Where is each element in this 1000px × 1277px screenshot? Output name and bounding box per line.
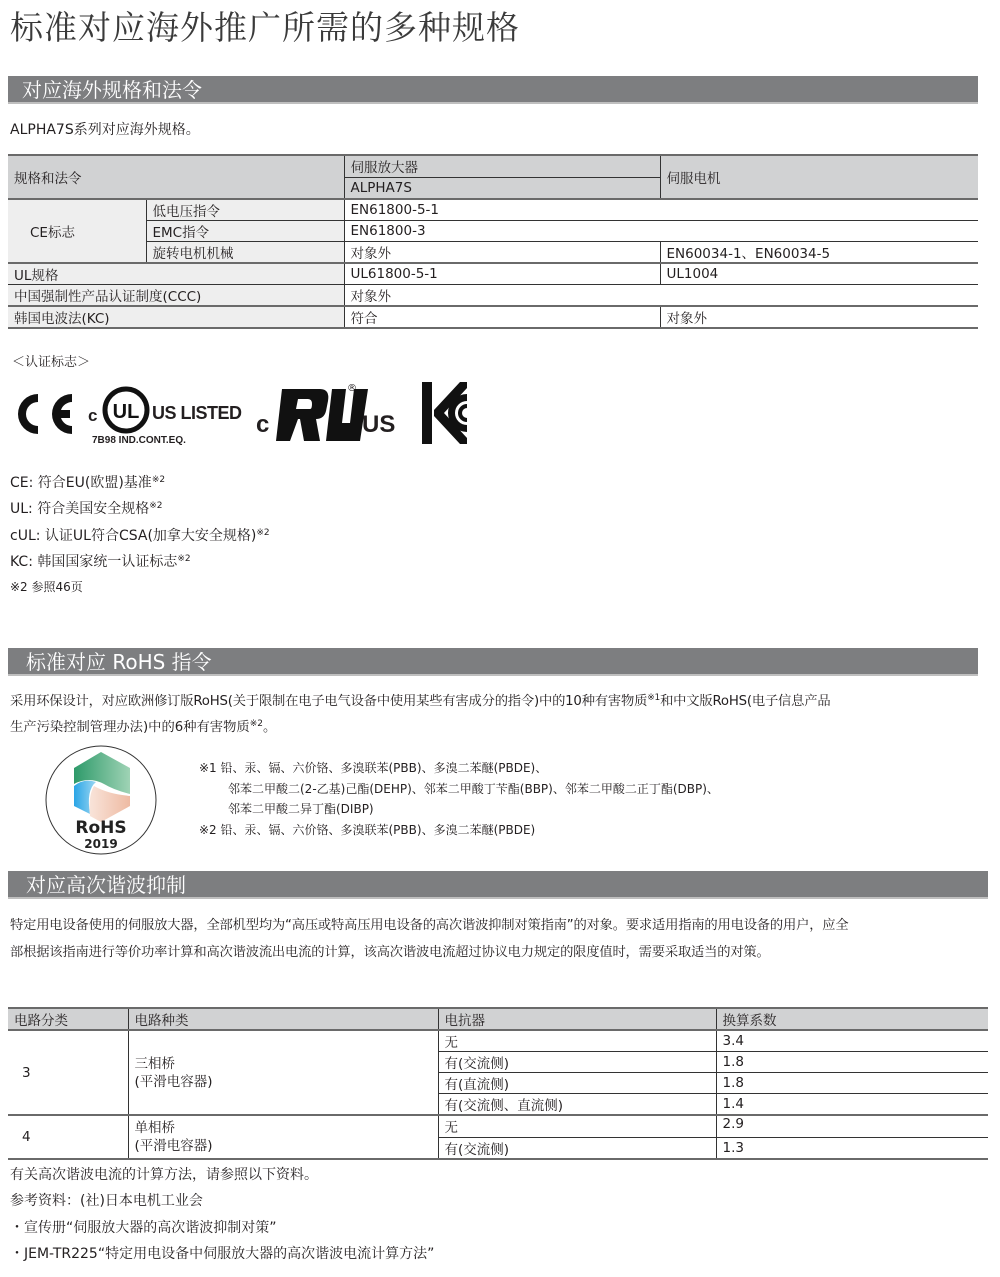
ul-label: UL规格 — [8, 263, 344, 285]
ce-mark-logo — [12, 391, 74, 437]
rohs-paragraph-line1 — [10, 690, 830, 709]
legend-cul-text: cUL: 认证UL符合CSA(加拿大安全规格) — [10, 528, 257, 544]
legend-note: ※2 — [149, 501, 163, 511]
table-row — [8, 242, 978, 264]
footnote-page-ref: ※2 参照46页 — [10, 580, 83, 594]
circuit-type-cell — [128, 1030, 438, 1115]
legend-ul-text: UL: 符合美国安全规格 — [10, 501, 150, 517]
rohs-note-1: ※1 铅、汞、镉、六价铬、多溴联苯(PBB)、多溴二苯醚(PBDE)、 — [199, 761, 548, 775]
rohs-text: 。 — [262, 720, 277, 735]
factor-cell: 1.4 — [716, 1094, 988, 1116]
rohs-text: 生产污染控制管理办法)中的6种有害物质 — [10, 720, 250, 735]
cru-us-text: US — [362, 411, 396, 438]
registered-mark: ® — [347, 383, 357, 394]
standards-table — [8, 154, 978, 329]
circuit-type-note: (平滑电容器) — [134, 1137, 213, 1154]
legend-ul — [10, 498, 163, 518]
kc-amp-value: 符合 — [344, 306, 660, 328]
circuit-type-note: (平滑电容器) — [134, 1073, 213, 1090]
reactor-cell: 有(直流侧) — [438, 1073, 716, 1094]
rohs-note-2: ※2 铅、汞、镉、六价铬、多溴联苯(PBB)、多溴二苯醚(PBDE) — [199, 823, 536, 837]
row-amp-value: EN61800-5-1 — [344, 199, 978, 221]
row-sub-label: 旋转电机机械 — [146, 242, 344, 264]
header-reactor: 电抗器 — [438, 1008, 716, 1030]
cert-caption: ＜认证标志＞ — [12, 355, 91, 370]
kc-label: 韩国电波法(KC) — [8, 306, 344, 328]
section-heading-rohs: 标准对应 RoHS 指令 — [8, 648, 978, 676]
section1-intro: ALPHA7S系列对应海外规格。 — [10, 122, 200, 138]
cul-listed-logo — [84, 382, 244, 452]
header-alpha7s: ALPHA7S — [344, 177, 660, 199]
rohs-2019-logo — [44, 744, 158, 856]
header-standards: 规格和法令 — [8, 155, 344, 199]
ul-circle-text: UL — [112, 401, 140, 423]
legend-cul — [10, 525, 270, 545]
factor-cell: 2.9 — [716, 1115, 988, 1137]
header-circuit-class: 电路分类 — [8, 1008, 128, 1030]
row-sub-label: 低电压指令 — [146, 199, 344, 221]
table-header-row — [8, 1008, 988, 1030]
us-listed-text: US LISTED — [152, 403, 242, 423]
circuit-class-cell: 3 — [8, 1030, 128, 1115]
rohs-text: 和中文版RoHS(电子信息产品 — [660, 694, 831, 709]
ind-cont-eq-text: 7B98 IND.CONT.EQ. — [92, 435, 186, 446]
refs-intro: 有关高次谐波电流的计算方法，请参照以下资料。 — [10, 1167, 318, 1183]
table-header-row — [8, 155, 978, 177]
refs-item: ・JEM-TR225“特定用电设备中伺服放大器的高次谐波电流计算方法” — [10, 1246, 435, 1262]
section-heading-harmonics: 对应高次谐波抑制 — [8, 871, 988, 899]
legend-ce — [10, 472, 165, 492]
rohs-logo-year: 2019 — [84, 837, 118, 851]
circuit-class-cell: 4 — [22, 1128, 31, 1145]
table-row — [8, 285, 978, 307]
rohs-note-1-cont: 邻苯二甲酸二(2-乙基)己酯(DEHP)、邻苯二甲酸丁苄酯(BBP)、邻苯二甲酸二正丁酯(DBP)、 — [228, 782, 719, 796]
cul-c-mark: c — [88, 406, 98, 425]
circuit-type-cell — [128, 1115, 438, 1159]
cru-c-mark: c — [256, 411, 270, 438]
kc-mark-logo — [420, 380, 468, 446]
rohs-note: ※2 — [249, 719, 263, 729]
kc-motor-value: 对象外 — [660, 306, 978, 328]
row-amp-value: 对象外 — [344, 242, 660, 264]
page-title: 标准对应海外推广所需的多种规格 — [10, 8, 520, 47]
legend-note: ※2 — [151, 475, 166, 485]
refs-source: 参考资料：(社)日本电机工业会 — [10, 1193, 203, 1209]
header-servo-motor: 伺服电机 — [660, 155, 978, 199]
header-conversion-factor: 换算系数 — [716, 1008, 988, 1030]
header-servo-amp: 伺服放大器 — [344, 155, 660, 177]
ul-circle-icon — [101, 385, 151, 435]
reactor-cell: 有(交流侧、直流侧) — [438, 1094, 716, 1116]
factor-cell: 1.8 — [716, 1052, 988, 1073]
legend-ce-text: CE: 符合EU(欧盟)基准 — [10, 475, 152, 491]
reactor-cell: 有(交流侧) — [438, 1052, 716, 1073]
table-row — [8, 1115, 988, 1137]
table-row — [8, 221, 978, 242]
rohs-note-1-cont: 邻苯二甲酸二异丁酯(DIBP) — [228, 802, 374, 816]
ce-mark-label: CE标志 — [8, 199, 146, 263]
reactor-cell: 无 — [438, 1030, 716, 1052]
harmonics-table — [8, 1007, 988, 1160]
factor-cell: 1.8 — [716, 1073, 988, 1094]
ul-amp-value: UL61800-5-1 — [344, 263, 660, 285]
table-row — [8, 263, 978, 285]
reactor-cell: 有(交流侧) — [438, 1137, 716, 1159]
row-sub-label: EMC指令 — [146, 221, 344, 242]
row-motor-value: EN60034-1、EN60034-5 — [660, 242, 978, 264]
reactor-cell: 无 — [438, 1115, 716, 1137]
legend-note: ※2 — [177, 554, 191, 564]
refs-item: ・宣传册“伺服放大器的高次谐波抑制对策” — [10, 1220, 277, 1236]
header-circuit-type: 电路种类 — [128, 1008, 438, 1030]
rohs-text: 采用环保设计，对应欧洲修订版RoHS(关于限制在电子电气设备中使用某些有害成分的指令)中的10种有害物质 — [10, 694, 648, 709]
ul-motor-value: UL1004 — [660, 263, 978, 285]
ccc-value: 对象外 — [344, 285, 978, 307]
rohs-logo-text: RoHS — [75, 818, 127, 838]
ccc-label: 中国强制性产品认证制度(CCC) — [8, 285, 344, 307]
cru-us-logo — [254, 383, 399, 448]
ru-mark-icon — [276, 389, 368, 441]
table-row — [8, 1030, 988, 1052]
harmonics-paragraph-line1: 特定用电设备使用的伺服放大器，全部机型均为“高压或特高压用电设备的高次谐波抑制对策指南”的对象。要求适用指南的用电设备的用户，应全 — [10, 918, 849, 933]
rohs-note: ※1 — [647, 693, 661, 703]
rohs-paragraph-line2 — [10, 716, 276, 735]
table-row — [8, 306, 978, 328]
circuit-type-name: 三相桥 — [134, 1055, 175, 1072]
factor-cell: 3.4 — [716, 1030, 988, 1052]
factor-cell: 1.3 — [716, 1137, 988, 1159]
row-amp-value: EN61800-3 — [344, 221, 978, 242]
harmonics-paragraph-line2: 部根据该指南进行等价功率计算和高次谐波流出电流的计算，该高次谐波电流超过协议电力规定的限度值时，需要采取适当的对策。 — [10, 945, 770, 960]
section-heading-overseas: 对应海外规格和法令 — [8, 76, 978, 104]
circuit-type-name: 单相桥 — [134, 1119, 175, 1136]
legend-note: ※2 — [256, 528, 270, 538]
table-row — [8, 199, 978, 221]
legend-kc — [10, 551, 191, 571]
legend-kc-text: KC: 韩国国家统一认证标志 — [10, 554, 178, 570]
